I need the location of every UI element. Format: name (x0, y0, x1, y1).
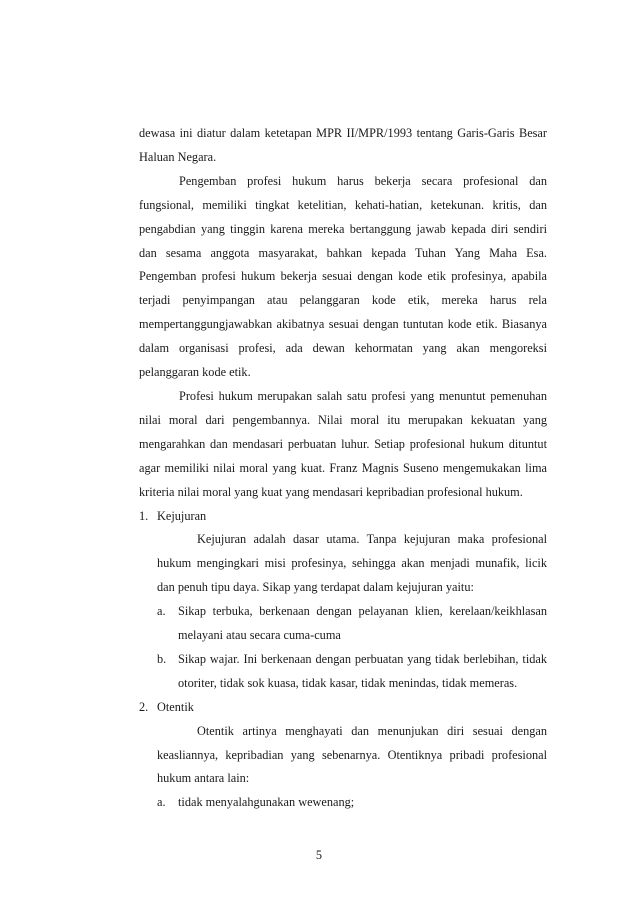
paragraph-profesi-hukum: Profesi hukum merupakan salah satu profesi yang menuntut pemenuhan nilai moral dari pengembannya. Nilai moral itu merupakan kekuatan yang mengarahkan dan mendasari perbuatan luhur. Setiap profesional hukum dituntut agar memiliki nilai moral yang kuat. Franz Magnis Suseno mengemukakan lima kriteria nilai moral yang kuat yang mendasari kepribadian profesional hukum. (139, 388, 547, 499)
sublist-text: Sikap wajar. Ini berkenaan dengan perbuatan yang tidak berlebihan, tidak otoriter, tidak sok kuasa, tidak kasar, tidak menindas, tidak memeras. (178, 651, 547, 690)
list-item-body: Otentik artinya menghayati dan menunjukan diri sesuai dengan keasliannya, kepribadian yang sebenarnya. Otentiknya pribadi profesional hukum antara lain: (157, 723, 547, 786)
page-body (139, 122, 547, 815)
list-number: 2. (139, 699, 149, 714)
list-item-kejujuran (139, 505, 547, 696)
list-item-title: Otentik (157, 699, 194, 714)
list-item-otentik (139, 696, 547, 816)
list-number: 1. (139, 508, 149, 523)
paragraph-pengemban: Pengemban profesi hukum harus bekerja secara profesional dan fungsional, memiliki tingkat ketelitian, kehati-hatian, ketekunan. kritis, dan pengabdian yang tinggin karena mereka bertanggung jawab kepada diri sendiri dan sesama anggota masyarakat, bahkan kepada Tuhan Yang Maha Esa. Pengemban profesi hukum bekerja sesuai dengan kode etik profesinya, apabila terjadi penyimpangan atau pelanggaran kode etik, mereka harus rela mempertanggungjawabkan akibatnya sesuai dengan tuntutan kode etik. Biasanya dalam organisasi profesi, ada dewan kehormatan yang akan mengoreksi pelanggaran kode etik. (139, 173, 547, 380)
paragraph-continuation: dewasa ini diatur dalam ketetapan MPR II/MPR/1993 tentang Garis-Garis Besar Haluan Negara. (139, 126, 547, 164)
list-item-body: Kejujuran adalah dasar utama. Tanpa kejujuran maka profesional hukum mengingkari misi profesinya, sehingga akan menjadi munafik, licik dan penuh tipu daya. Sikap yang terdapat dalam kejujuran yaitu: (157, 532, 547, 595)
sublist-item (157, 791, 547, 815)
sublist-letter: b. (157, 651, 167, 666)
list-item-title: Kejujuran (157, 508, 207, 523)
sublist-letter: a. (157, 795, 166, 810)
sublist-item (157, 648, 547, 696)
sublist-item (157, 600, 547, 648)
sublist-text: tidak menyalahgunakan wewenang; (178, 795, 355, 810)
sublist-text: Sikap terbuka, berkenaan dengan pelayanan klien, kerelaan/keikhlasan melayani atau secara cuma-cuma (178, 604, 547, 643)
sublist-letter: a. (157, 604, 166, 619)
page-number: 5 (315, 848, 323, 862)
